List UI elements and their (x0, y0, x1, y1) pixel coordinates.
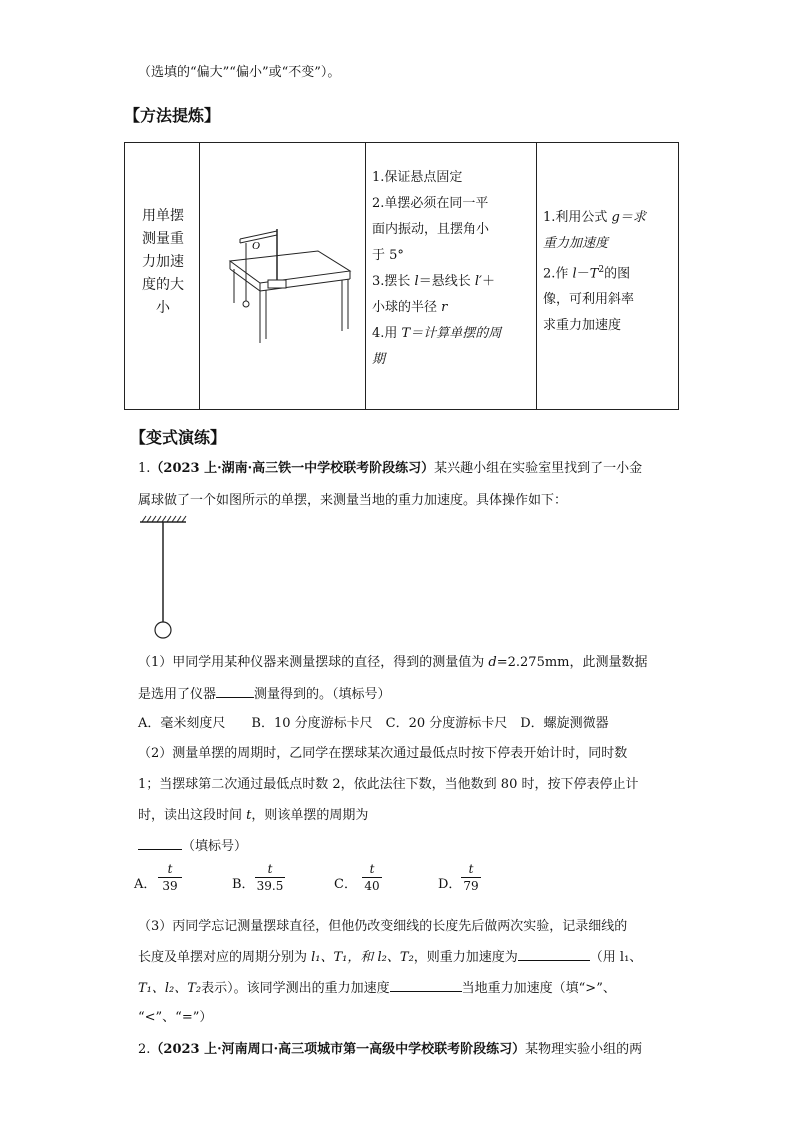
topic-line: 度的大 (142, 277, 184, 293)
topic-cell (125, 143, 200, 409)
q1-part1-line: 是选用了仪器 测量得到的。（填标号） (138, 687, 391, 702)
q1-part2-line: （填标号） (138, 837, 247, 856)
topic-line: 用单摆 (142, 208, 184, 224)
q1-stem-line: 属球做了一个如图所示的单摆，来测量当地的重力加速度。具体操作如下： (138, 493, 568, 508)
answer-blank[interactable] (518, 948, 590, 961)
method-2-line: 求重力加速度 (543, 318, 622, 334)
q1-part3-line: T₁、l₂、T₂表示）。该同学测出的重力加速度 当地重力加速度（填“>”、 (138, 981, 616, 996)
option-label: C． (334, 877, 357, 892)
method-2-line: 2.作 $l-T^2$的图 (543, 265, 631, 282)
answer-blank[interactable] (390, 979, 462, 992)
step-3-line: 3.摆长 l＝悬线长 l′＋ (372, 274, 495, 289)
method-1-line: 重力加速度 (543, 236, 609, 251)
q1-part3-line: （3）丙同学忘记测量摆球直径，但他仍改变细线的长度先后做两次实验，记录细线的 (138, 919, 628, 934)
q1-part1-line: （1）甲同学用某种仪器来测量摆球的直径，得到的测量值为 d=2.275mm，此测量数据 (138, 655, 648, 670)
step-1: 1.保证悬点固定 (372, 170, 463, 185)
q1-source: （2023 上·湖南·高三铁一中学校联考阶段练习） (150, 461, 435, 476)
steps-cell (366, 143, 537, 409)
method-2-line: 像，可利用斜率 (543, 292, 635, 308)
pendulum-figure (138, 514, 198, 644)
step-2-line: 2.单摆必须在同一平 (372, 196, 489, 211)
methods-cell (537, 143, 678, 409)
method-heading: 【方法提炼】 (124, 106, 221, 125)
answer-blank[interactable] (216, 685, 254, 698)
topic-line: 测量重 (142, 231, 184, 247)
q1-part3-line: “<”、“=”） (138, 1010, 213, 1025)
option-b-fraction: t 39.5 (256, 862, 284, 893)
topic-line: 力加速 (142, 254, 184, 270)
step-4-line: 期 (372, 352, 386, 367)
figure-cell (200, 143, 366, 409)
option-label: B． (232, 877, 255, 892)
topic-line: 小 (156, 300, 170, 316)
method-1-line: 1.利用公式 g＝求 (543, 210, 646, 225)
method-table (124, 142, 679, 410)
fill-hint-text: （选填的“偏大”“偏小”或“不变”）。 (138, 65, 341, 80)
option-label: D． (438, 877, 462, 892)
option-d-fraction: t 79 (461, 862, 481, 893)
q2-stem-line: 2.（2023 上·河南周口·高三项城市第一高级中学校联考阶段练习）某物理实验小组的两 (138, 1042, 643, 1057)
practice-heading: 【变式演练】 (130, 428, 227, 447)
answer-blank[interactable] (138, 837, 182, 850)
q1-stem-line: 1.（2023 上·湖南·高三铁一中学校联考阶段练习）某兴趣小组在实验室里找到了一小金 (138, 461, 643, 476)
step-3-line: 小球的半径 r (372, 300, 448, 315)
pendulum-table-figure (200, 143, 364, 409)
step-4-line: 4.用 T＝计算单摆的周 (372, 326, 502, 341)
step-2-line: 于 5° (372, 248, 404, 263)
q1-part2-line: 时，读出这段时间 t，则该单摆的周期为 (138, 808, 369, 823)
option-c-fraction: t 40 (362, 862, 382, 893)
option-label: A． (134, 877, 157, 892)
q1-part1-options: A．毫米刻度尺 B．10 分度游标卡尺 C．20 分度游标卡尺 D．螺旋测微器 (138, 716, 609, 731)
q1-part2-line: 1；当摆球第二次通过最低点时数 2，依此法往下数，当他数到 80 时，按下停表停止计 (138, 777, 639, 792)
q2-source: （2023 上·河南周口·高三项城市第一高级中学校联考阶段练习） (150, 1042, 526, 1057)
q1-part2-line: （2）测量单摆的周期时，乙同学在摆球某次通过最低点时按下停表开始计时，同时数 (138, 746, 628, 761)
pivot-label: O (252, 240, 260, 252)
step-2-line: 面内振动，且摆角小 (372, 222, 490, 237)
q1-part3-line: 长度及单摆对应的周期分别为 l₁、T₁，和 l₂、T₂，则重力加速度为 （用 l₁、 (138, 950, 643, 965)
option-a-fraction: t 39 (158, 862, 182, 893)
